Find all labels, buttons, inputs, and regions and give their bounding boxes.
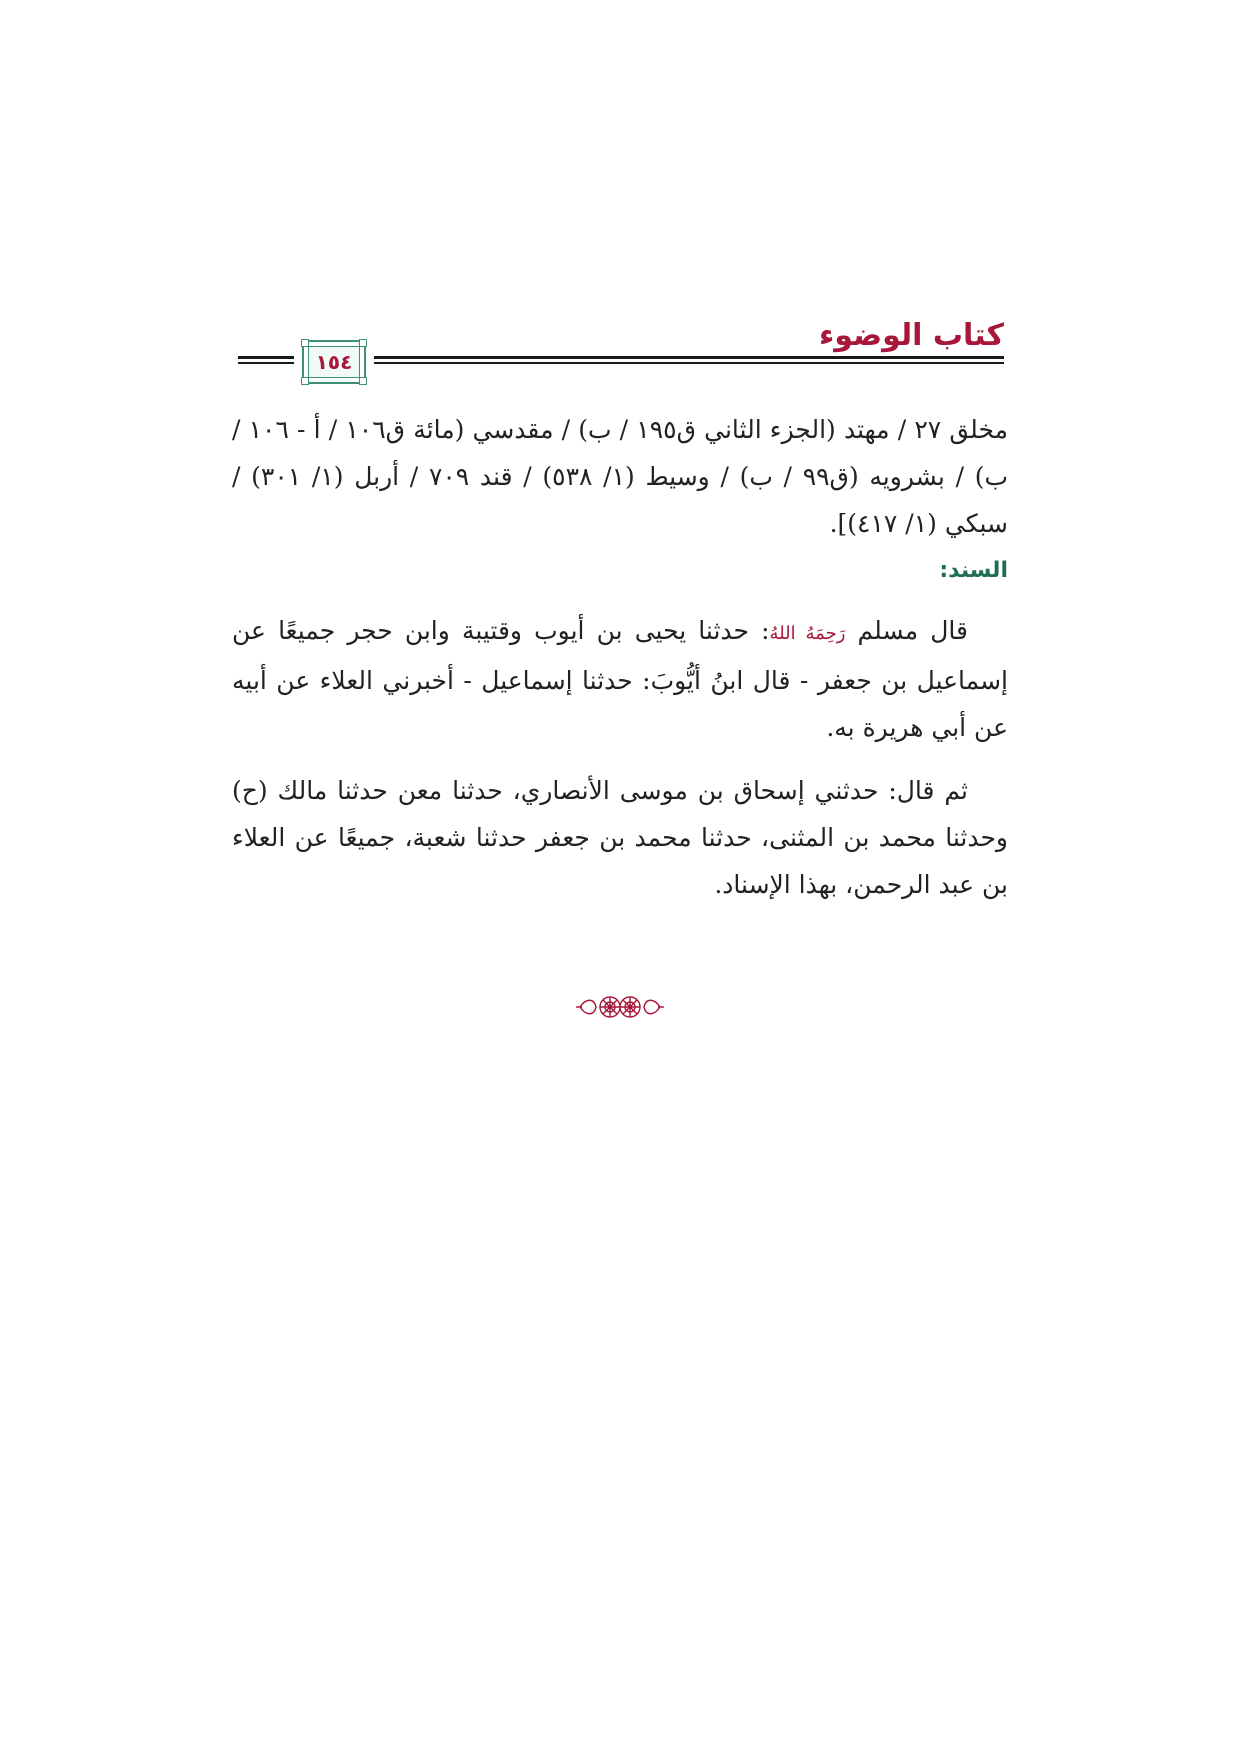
isnad-text: : حدثنا يحيى بن أيوب وقتيبة وابن حجر جميعًا عن إسماعيل بن جعفر - قال ابنُ أيُّوبَ: حدثنا إسماعيل - أخبرني العلاء عن أبيه عن أبي هريرة به. bbox=[232, 616, 1008, 742]
isnad-intro: قال مسلم bbox=[845, 616, 968, 645]
page-number: ١٥٤ bbox=[315, 350, 353, 374]
isnad-paragraph-2: ثم قال: حدثني إسحاق بن موسى الأنصاري، حدثنا معن حدثنا مالك (ح) وحدثنا محمد بن المثنى، حدثنا محمد بن جعفر حدثنا شعبة، جميعًا عن العلاء بن عبد الرحمن، بهذا الإسناد. bbox=[232, 776, 1008, 899]
page-number-frame bbox=[302, 340, 366, 384]
isnad-paragraph-1 bbox=[232, 607, 1008, 751]
book-title: كتاب الوضوء bbox=[818, 318, 1004, 353]
section-heading-sanad: السند: bbox=[939, 558, 1008, 583]
page-header bbox=[238, 316, 1004, 386]
sources-paragraph: مخلق ٢٧ / مهتد (الجزء الثاني ق١٩٥ / ب) / مقدسي (مائة ق١٠٦ / أ - ١٠٦ / ب) / بشرويه (ق٩٩ / ب) / وسيط (١/ ٥٣٨) / قند ٧٠٩ / أربل (١/ ٣٠١) / سبكي (١/ ٤١٧)]. bbox=[232, 415, 1008, 538]
page-body bbox=[232, 406, 1008, 908]
honorific-ligature: رَحِمَهُ اللهُ bbox=[769, 623, 846, 644]
floral-end-ornament-icon bbox=[574, 990, 666, 1024]
